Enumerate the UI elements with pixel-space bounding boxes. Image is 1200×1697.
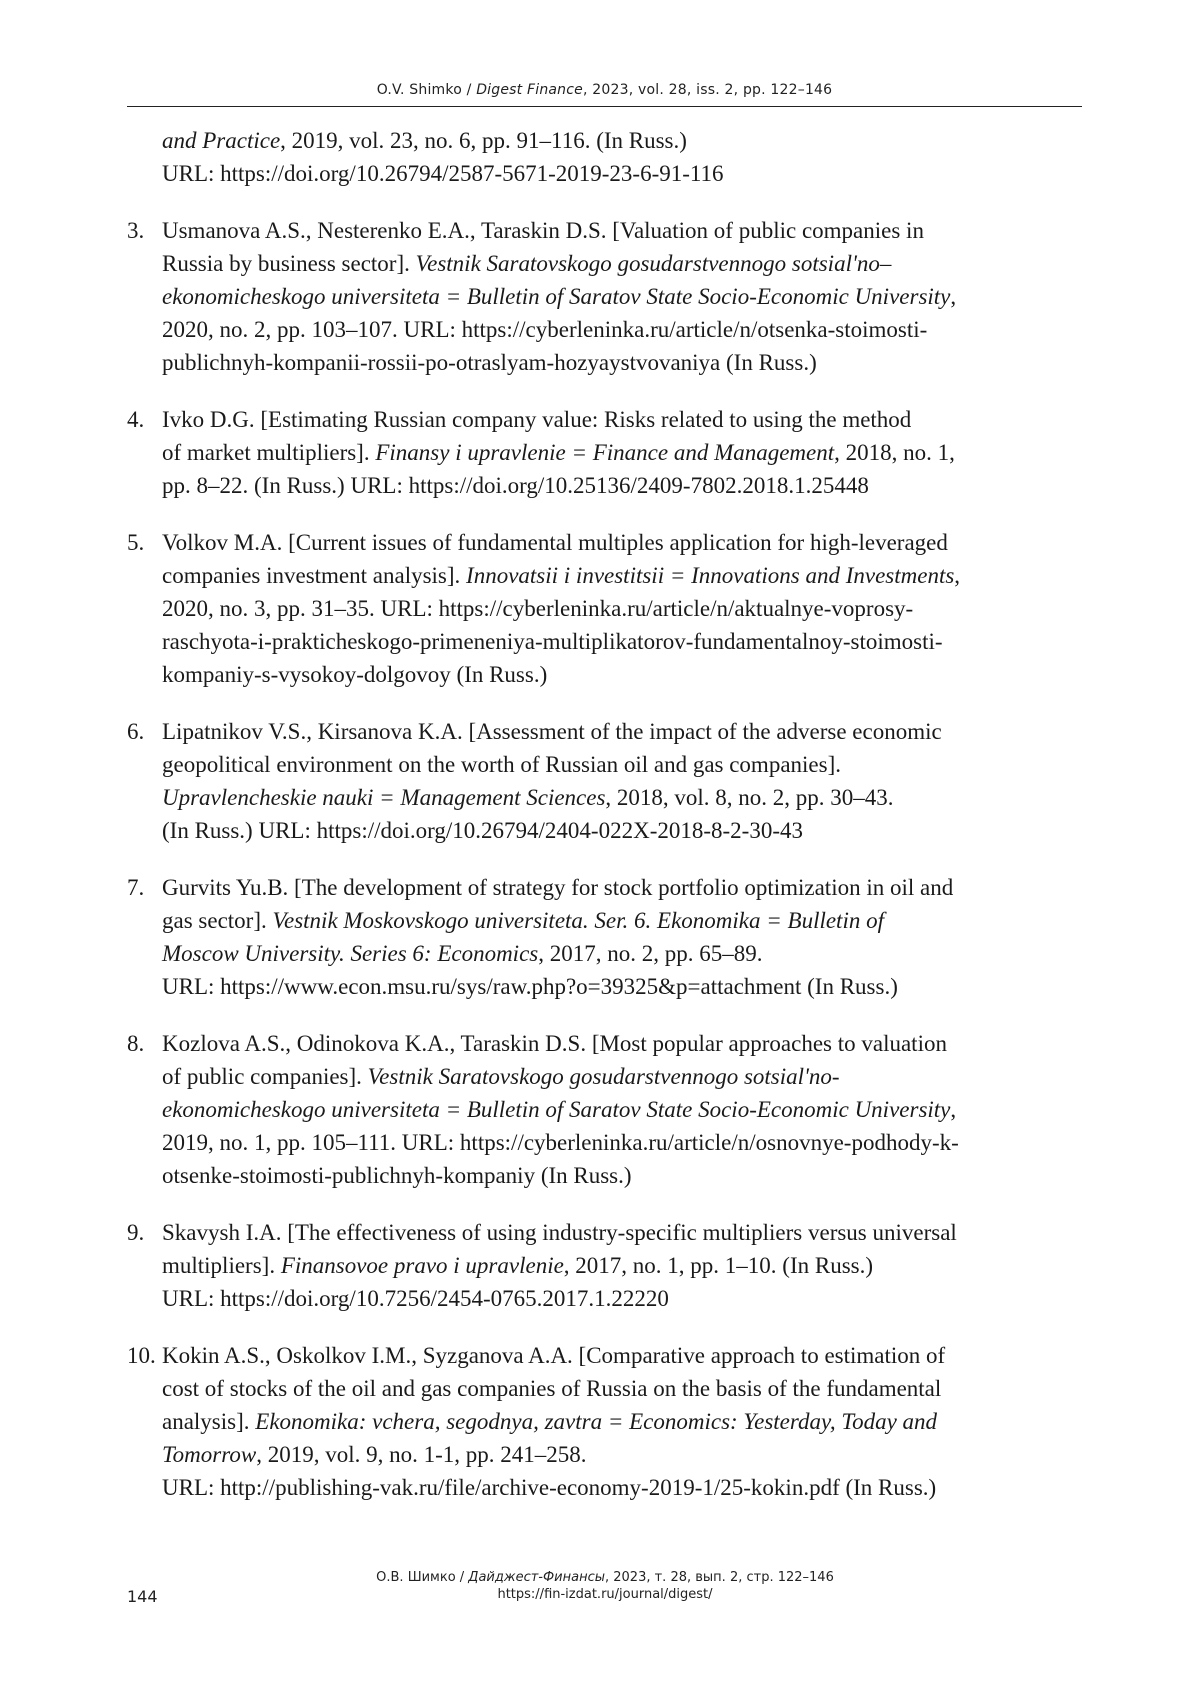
ref-text: multipliers]. xyxy=(162,1253,281,1278)
ref-line: (In Russ.) URL: https://doi.org/10.26794/2404-022X-2018-8-2-30-43 xyxy=(162,818,803,843)
ref-line: pp. 8–22. (In Russ.) URL: https://doi.org/10.25136/2409-7802.2018.1.25448 xyxy=(162,473,869,498)
ref-line xyxy=(162,436,1087,469)
ref-text: , xyxy=(950,1097,957,1122)
footer-details: , 2023, т. 28, вып. 2, стр. 122–146 xyxy=(605,1570,834,1585)
ref-journal: Tomorrow xyxy=(162,1442,257,1467)
ref-line: Gurvits Yu.B. [The development of strategy for stock portfolio optimization in oil and xyxy=(162,875,954,900)
ref-line xyxy=(162,124,1087,157)
ref-line: raschyota-i-prakticheskogo-primeneniya-multiplikatorov-fundamentalnoy-stoimosti- xyxy=(162,629,943,654)
reference-list xyxy=(127,124,1087,1528)
ref-line: otsenke-stoimosti-publichnyh-kompaniy (In Russ.) xyxy=(162,1163,632,1188)
ref-line: URL: http://publishing-vak.ru/file/archive-economy-2019-1/25-kokin.pdf (In Russ.) xyxy=(162,1475,937,1500)
ref-text: , 2018, no. 1, xyxy=(834,440,955,465)
ref-text: , 2019, vol. 9, no. 1-1, pp. 241–258. xyxy=(256,1442,587,1467)
reference-item-9 xyxy=(127,1216,1087,1315)
footer-url: https://fin-izdat.ru/journal/digest/ xyxy=(497,1587,713,1602)
ref-text: of public companies]. xyxy=(162,1064,368,1089)
ref-journal: and Practice xyxy=(162,128,281,153)
ref-line xyxy=(162,1093,1087,1126)
ref-journal: Vestnik Moskovskogo universiteta. Ser. 6. Ekonomika = Bulletin of xyxy=(272,908,884,933)
ref-text: of market multipliers]. xyxy=(162,440,376,465)
reference-item-7 xyxy=(127,871,1087,1003)
running-header xyxy=(127,82,1082,98)
ref-line xyxy=(162,937,1087,970)
ref-line xyxy=(162,1405,1087,1438)
ref-line: Usmanova A.S., Nesterenko E.A., Taraskin D.S. [Valuation of public companies in xyxy=(162,218,924,243)
ref-text: , xyxy=(950,284,957,309)
ref-line: Kokin A.S., Oskolkov I.M., Syzganova A.A. [Comparative approach to estimation of xyxy=(162,1343,946,1368)
ref-number: 5. xyxy=(127,530,145,555)
ref-line xyxy=(162,559,1087,592)
ref-line xyxy=(162,904,1087,937)
ref-number: 7. xyxy=(127,875,145,900)
ref-line: Skavysh I.A. [The effectiveness of using industry-specific multipliers versus universal xyxy=(162,1220,957,1245)
reference-continuation xyxy=(127,124,1087,190)
ref-line: 2019, no. 1, pp. 105–111. URL: https://cyberleninka.ru/article/n/osnovnye-podhody-k- xyxy=(162,1130,959,1155)
ref-text: Russia by business sector]. xyxy=(162,251,416,276)
ref-line: publichnyh-kompanii-rossii-po-otraslyam-hozyaystvovaniya (In Russ.) xyxy=(162,350,817,375)
ref-text: , 2017, no. 1, pp. 1–10. (In Russ.) xyxy=(563,1253,874,1278)
ref-journal: ekonomicheskogo universiteta = Bulletin of Saratov State Socio-Economic University xyxy=(162,284,951,309)
reference-item-6 xyxy=(127,715,1087,847)
ref-line xyxy=(162,247,1087,280)
reference-item-10 xyxy=(127,1339,1087,1504)
ref-line xyxy=(162,1438,1087,1471)
footer-citation xyxy=(300,1569,910,1586)
ref-number: 9. xyxy=(127,1220,145,1245)
ref-journal: Upravlencheskie nauki = Management Sciences xyxy=(162,785,606,810)
ref-line: geopolitical environment on the worth of Russian oil and gas companies]. xyxy=(162,752,841,777)
ref-line: Volkov M.A. [Current issues of fundamental multiples application for high-leveraged xyxy=(162,530,948,555)
ref-line xyxy=(162,781,1087,814)
ref-number: 8. xyxy=(127,1031,145,1056)
ref-text: gas sector]. xyxy=(162,908,273,933)
ref-number: 3. xyxy=(127,218,145,243)
ref-journal: Moscow University. Series 6: Economics xyxy=(162,941,539,966)
ref-url-line: URL: https://doi.org/10.26794/2587-5671-2019-23-6-91-116 xyxy=(162,161,724,186)
running-header-authors: O.V. Shimko / xyxy=(376,82,477,98)
running-footer xyxy=(300,1569,910,1603)
reference-item-3 xyxy=(127,214,1087,379)
ref-journal: Finansovoe pravo i upravlenie xyxy=(280,1253,564,1278)
ref-line: URL: https://www.econ.msu.ru/sys/raw.php?o=39325&p=attachment (In Russ.) xyxy=(162,974,898,999)
ref-line: Kozlova A.S., Odinokova K.A., Taraskin D.S. [Most popular approaches to valuation xyxy=(162,1031,947,1056)
ref-line: Lipatnikov V.S., Kirsanova K.A. [Assessment of the impact of the adverse economic xyxy=(162,719,942,744)
ref-text: companies investment analysis]. xyxy=(162,563,467,588)
page-number: 144 xyxy=(127,1587,158,1606)
ref-journal: Innovatsii i investitsii = Innovations and Investments xyxy=(466,563,955,588)
running-header-journal: Digest Finance xyxy=(476,82,583,98)
ref-line xyxy=(162,1060,1087,1093)
ref-text: , 2019, vol. 23, no. 6, pp. 91–116. (In Russ.) xyxy=(280,128,687,153)
ref-line: Ivko D.G. [Estimating Russian company value: Risks related to using the method xyxy=(162,407,912,432)
ref-line xyxy=(162,1249,1087,1282)
reference-item-5 xyxy=(127,526,1087,691)
footer-journal: Дайджест-Финансы xyxy=(468,1570,605,1585)
reference-item-4 xyxy=(127,403,1087,502)
ref-line: 2020, no. 3, pp. 31–35. URL: https://cyberleninka.ru/article/n/aktualnye-voprosy- xyxy=(162,596,914,621)
ref-number: 4. xyxy=(127,407,145,432)
ref-text: , 2018, vol. 8, no. 2, pp. 30–43. xyxy=(605,785,894,810)
ref-text: , xyxy=(954,563,961,588)
ref-number: 10. xyxy=(127,1343,156,1368)
ref-journal: ekonomicheskogo universiteta = Bulletin of Saratov State Socio-Economic University xyxy=(162,1097,951,1122)
ref-journal: Vestnik Saratovskogo gosudarstvennogo sotsial'no- xyxy=(367,1064,840,1089)
footer-authors: О.В. Шимко / xyxy=(376,1570,469,1585)
ref-number: 6. xyxy=(127,719,145,744)
ref-journal: Ekonomika: vchera, segodnya, zavtra = Economics: Yesterday, Today and xyxy=(255,1409,938,1434)
reference-item-8 xyxy=(127,1027,1087,1192)
ref-line: 2020, no. 2, pp. 103–107. URL: https://cyberleninka.ru/article/n/otsenka-stoimosti- xyxy=(162,317,928,342)
ref-journal: Vestnik Saratovskogo gosudarstvennogo sotsial'no– xyxy=(415,251,892,276)
header-rule xyxy=(127,106,1082,107)
ref-line: cost of stocks of the oil and gas companies of Russia on the basis of the fundamental xyxy=(162,1376,942,1401)
ref-text: , 2017, no. 2, pp. 65–89. xyxy=(538,941,763,966)
ref-text: analysis]. xyxy=(162,1409,256,1434)
running-header-details: , 2023, vol. 28, iss. 2, pp. 122–146 xyxy=(582,82,833,98)
ref-journal: Finansy i upravlenie = Finance and Management xyxy=(375,440,835,465)
ref-line: URL: https://doi.org/10.7256/2454-0765.2017.1.22220 xyxy=(162,1286,669,1311)
ref-line: kompaniy-s-vysokoy-dolgovoy (In Russ.) xyxy=(162,662,548,687)
ref-line xyxy=(162,280,1087,313)
